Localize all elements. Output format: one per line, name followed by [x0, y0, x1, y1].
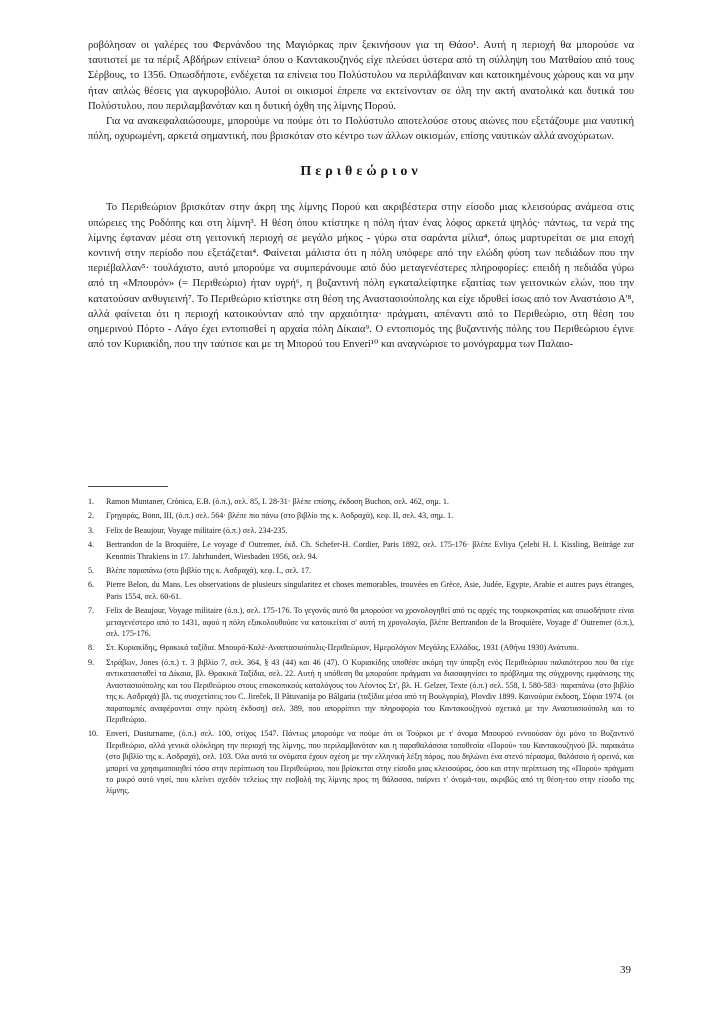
footnote-text: Στ. Κυριακίδης, Θρακικά ταξίδια. Μπουρό-Καλέ-Αναστασιούπολις-Περιθεώριον, Ημερολόγιον Μεγάλης Ελλάδος, 1931 (Αθήνα 1930) Ανάτυπο.: [106, 643, 579, 653]
footnote: [88, 657, 634, 725]
footnote-text: Bertrandon de la Broquière, Le voyage d' Outremer, έκδ. Ch. Schefer-H. Cordier, Paris 1892, σελ. 175-176· βλέπε Evliya Çelebi H. I. Kissling, Beiträge zur Kenntnis Thrakiens in 17. Jahrhundert, Wiesbaden 1956, σελ. 94.: [106, 540, 634, 561]
footnote: [88, 642, 634, 653]
footnote-number: 1.: [88, 497, 95, 506]
footnote: [88, 539, 634, 562]
section-heading: Περιθεώριον: [300, 164, 422, 180]
footnote-number: 5.: [88, 566, 95, 576]
footnote: [88, 728, 634, 796]
footnote-text: Enveri, Dusturname, (ό.π.) σελ. 100, στίχος 1547. Πάντως μπορούμε να πούμε ότι οι Τούρκοι με τ' όνομα Μπουρού εννοούσαν όχι μόνο το Βυζαντινό Περιθεώριο, αλλά γενικά ολόκληρη την περιοχή της λίμνης, που περιλαμβανόταν και η παραθαλάσσια τοποθεσία «Πορού» του Καντακουζηνού βλ. παρακάτω (στο βιβλίο της κ. Ασδραχά), σελ. 103. Όλα αυτά τα ονόματα έχουν σχέση με την ελληνική λέξη πόρος, που δηλώνει ένα στενό πέρασμα, θαλάσσιο ή ορεινό, και μπορεί να χρησιμοποιηθεί τόσο στην περίπτωση του Περιθεώριου, που βρίσκεται στην είσοδο μιας κλεισούρας, όσο και στην περίπτωση της «Πορού» πράγματι το μικρό αυτό νησί, που κλείνει σχεδόν τελείως την εισβολή της λίμνης προς τη θάλασσα, παίρνει τ' όνομά-του, ακριβώς από τη θέση-του στην είσοδο της λίμνης.: [106, 729, 634, 796]
footnote-number: 9.: [88, 657, 95, 667]
footnote-text: Pierre Belon, du Mans. Les observations de plusieurs singularitez et choses memorables, trouvées en Grèce, Asie, Judée, Egypte, Arabie et autres pays étranges, Paris 1554, σελ. 60-61.: [106, 580, 634, 601]
footnote-text: Ramon Muntaner, Crònica, E.B. (ό.π.), σελ. 85, I. 28-31· βλέπε επίσης, έκδοση Buchon, σελ. 462, σημ. 1.: [106, 497, 449, 506]
footnotes: [88, 496, 634, 800]
footnote: [88, 525, 634, 536]
footnote-number: 7.: [88, 606, 95, 616]
footnote-number: 3.: [88, 525, 95, 535]
main-text: [88, 38, 634, 352]
footnote: [88, 496, 634, 507]
footnote: [88, 605, 634, 639]
footnote: [88, 579, 634, 602]
footnote-number: 8.: [88, 643, 95, 653]
footnote-text: Στράβων, Jones (ό.π.) τ. 3 βιβλίο 7, σελ. 364, § 43 (44) και 46 (47). Ο Κυριακίδης υποθέσε ακόμη την ύπαρξη ενός Περιθεώριου παλαιότερου που θα είχε αντικατασταθεί τα Δίκαια, βλ. Θρακικά Ταξίδια, σελ. 22. Αυτή η υπόθεση θα μπορούσε πράγματι να διασαφηνίσει το πρόβλημα της σύγχρονης εμφάνισης της Αναστασιούπολης και του Περιθεώριου στους επισκοπικούς καταλόγους του Λέοντος Στ', βλ. H. Gelzer, Texte (ό.π.) σελ. 558, I. 580-583· παραπάνω (στο βιβλίο της κ. Ασδραχά) βλ. τις συσχετίσεις του C. Jireček, Il Pătuvanija po Bălgaria (ταξίδια μέσα από τη Βουλγαρία), Plovdiv 1899. Καινούρια έκδοση, Σόφια 1974. (οι παραπομπές αναφέρονται στην πρώτη έκδοση) σελ. 389, που απορρίπτει την πληροφορία του Καντακουζηνού σχετικά με την Αναστασιούπολη και το Περιθεώριο.: [106, 657, 634, 724]
footnote-number: 10.: [88, 729, 99, 739]
footnote: [88, 510, 634, 521]
paragraph-polystylo: ροβόλησαν οι γαλέρες του Φερνάνδου της Μαγιόρκας πριν ξεκινήσουν για τη Θάσο¹. Αυτή η περιοχή θα μπορούσε να ταυτιστεί με τα πέριξ Αβδήρων επίνεια² όπου ο Καντακουζηνός είχε πλεύσει ύστερα από τη σύλληψη του Ματθαίου από τους Σέρβους, το 1356. Οπωσδήποτε, ενδέχεται τα επίνεια του Πολύστυλου να περιλάβαιναν και κατοικημένους χώρους και να μην ήταν απλώς θέσεις για αγκυροβόλιο. Αυτοί οι οικισμοί έπρεπε να εκτείνονταν σε όλη την ακτή ανατολικά και δυτικά του Πολύστυλου, που περιλαμβανόταν και η δυτική όχθη της λίμνης Πορού.: [88, 40, 634, 112]
footnote-number: 2.: [88, 511, 95, 521]
footnote-number: 6.: [88, 580, 95, 590]
footnote-text: Γρηγοράς, Bonn, III, (ό.π.) σελ. 564· βλέπε πιο πάνω (στο βιβλίο της κ. Ασδραχά), κεφ. II, σελ. 43, σημ. 1.: [106, 511, 454, 521]
footnote-text: Βλέπε παραπάνω (στο βιβλίο της κ. Ασδραχά), κεφ. I., σελ. 17.: [106, 566, 312, 576]
footnote: [88, 565, 634, 576]
page-number: 39: [620, 964, 631, 976]
footnote-divider: [88, 486, 168, 487]
paragraph-summary: Για να ανακεφαλαιώσουμε, μπορούμε να πούμε ότι το Πολύστυλο αποτελούσε στους αιώνες που εξετάζουμε μια ναυτική πόλη, οχυρωμένη, αρκετά σημαντική, που βρισκόταν στο κέντρο των άλλων οικισμών, επίσης ναυτικών αλλά ανοχύρωτων.: [88, 116, 634, 143]
footnote-number: 4.: [88, 540, 95, 550]
paragraph-peritheorion: Το Περιθεώριον βρισκόταν στην άκρη της λίμνης Πορού και ακριβέστερα στην είσοδο μιας κλεισούρας ανάμεσα στις υπώρειες της Ροδόπης και στη λίμνη³. Η θέση όπου κτίστηκε η πόλη ήταν ένας λόφος αρκετά ψηλός· πάντως, τα νερά της λίμνης έφταναν μέσα στη γειτονική περιοχή σε μεγάλο μήκος - γύρω στα σαράντα μίλια⁴, όπως μαρτυρείται σε μια εποχή κοντινή στην περίοδο που εξετάζεται⁴. Φαίνεται μάλιστα ότι η πόλη υπόφερε από την ελώδη φύση των πεδιάδων που την περιέβαλλαν⁵· τουλάχιστο, αυτό μπορούμε να συμπεράνουμε από δύο μεταγενέστερες πληροφορίες: επειδή η πεδιάδα γύρω από τη «Μπουρόν» (= Περιθεώριο) ήταν υγρή⁶, η βυζαντινή πόλη εγκαταλείφτηκε εξαιτίας των γειτονικών ελών, που την κατατούσαν ανθυγιεινή⁷. Το Περιθεώριο κτίστηκε στη θέση της Αναστασιούπολης και είχε ιδρυθεί ίσως από τον Αναστάσιο Α'⁸, αλλά φαίνεται ότι η περιοχή κατοικούνταν από την αρχαιότητα· πράγματι, απέναντι από το Περιθεώριο, στη θέση του σημερινού Πόρτο - Λάγο έχει εντοπισθεί η αρχαία πόλη Δίκαια⁹. Ο εντοπισμός της βυζαντινής πόλης του Περιθεώριου έγινε από τον Κυριακίδη, που την ταύτισε και με τη Μπορού του Enveri¹⁰ και αναγνώρισε το μονόγραμμα των Παλαιο-: [88, 202, 634, 351]
footnote-text: Felix de Beaujour, Voyage militaire (ό.π.) σελ. 234-235.: [106, 525, 288, 535]
footnote-text: Felix de Beaujour, Voyage militaire (ό.π.), σελ. 175-176. Το γεγονός αυτό θα μπορούσε να χρονολογηθεί από τις αρχές της τουρκοκρατίας και οπωσδήποτε είναι μεταγενέστερο από το 1431, αφού η πόλη εξακολουθούσε να κατοικείται σ' αυτή τη χρονολογία, βλέπε Bertrandon de la Broquière, Voyage d' Outremer (ό.π.), σελ. 175-176.: [106, 606, 634, 639]
